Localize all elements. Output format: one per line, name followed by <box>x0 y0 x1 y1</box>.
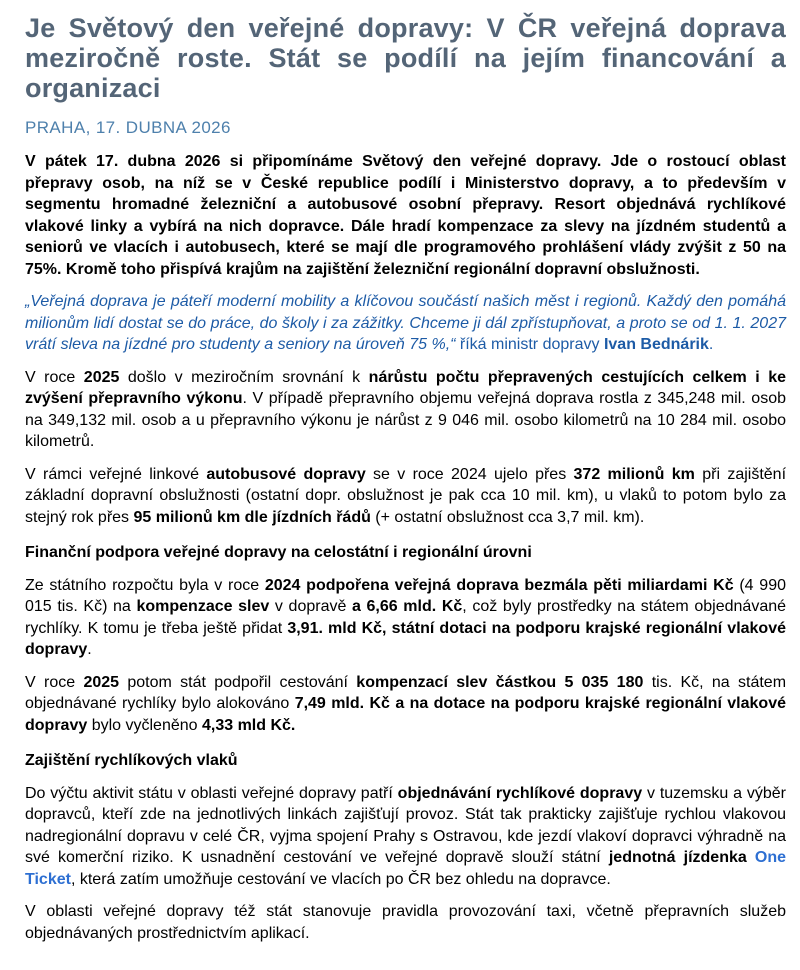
text-run: 372 milionů km <box>573 465 695 483</box>
text-run: nárůstu počtu přepravených cestujících celkem i ke zvýšení přepravního výkonu <box>25 368 787 407</box>
text-run: „Veřejná doprava je páteří moderní mobility a klíčovou součástí našich měst i regionů. Každý den pomáhá milionům lidí dostat se do práce, do školy i za zážitky. Chceme ji dál zpřístupňovat, a proto se od 1. 1. 2027 vrátí sleva na jízdné pro studenty a seniory na úroveň 75 %,“ <box>25 293 786 353</box>
text-run: v dopravě <box>269 598 352 615</box>
text-run: Finanční podpora veřejné dopravy na celostátní i regionální úrovni <box>25 544 532 561</box>
paragraph <box>25 367 786 453</box>
text-run: 2024 podpořena veřejná doprava bezmála pěti miliardami Kč <box>264 576 734 594</box>
one-ticket-link[interactable]: One Ticket <box>25 849 787 888</box>
text-run: Ze státního rozpočtu byla v roce <box>25 576 265 594</box>
text-run: 2025 <box>83 673 120 691</box>
text-run: 3,91. mld Kč, státní dotaci na podporu krajské regionální vlakové dopravy <box>25 619 787 658</box>
text-run: kompenzace slev <box>136 598 270 615</box>
text-run: Do výčtu aktivit státu v oblasti veřejné dopravy patří <box>25 784 398 802</box>
text-run: Zajištění rychlíkových vlaků <box>25 752 238 769</box>
text-run: V roce <box>25 368 84 386</box>
text-run: tis. Kč, na státem objednávané rychlíky bylo alokováno <box>25 673 787 712</box>
text-run: 2025 <box>83 368 120 386</box>
text-run: 4,33 mld Kč. <box>201 716 296 734</box>
text-run: při zajištění základní dopravní obslužnosti (ostatní dopr. obslužnost je pak cca 10 mil. km), u vlaků to potom bylo za stejný rok přes <box>25 465 787 526</box>
text-run: , což byly prostředky na státem objednávané rychlíky. K tomu je třeba ještě přidat <box>25 598 787 637</box>
text-run: v tuzemsku a výběr dopravců, kteří zde na jednotlivých linkách zajišťují provoz. Stát tak prakticky zajišťuje rychlou vlakovou nadregionální dopravu v celé ČR, vyjma spojení Prahy s Ostravou, kde jezdí vlakoví dopravci výhradně na své komerční riziko. K usnadnění cestování ve veřejné dopravě slouží státní <box>25 784 787 866</box>
text-run: V rámci veřejné linkové <box>25 465 207 483</box>
article-body <box>25 151 786 944</box>
text-run: . <box>87 641 92 658</box>
text-run: V oblasti veřejné dopravy též stát stanovuje pravidla provozování taxi, včetně přepravních služeb objednávaných prostřednictvím aplikací. <box>25 903 786 942</box>
text-run: a 6,66 mld. Kč <box>352 598 463 615</box>
section-heading <box>25 542 786 564</box>
text-run: 7,49 mld. Kč a na dotace na podporu krajské regionální vlakové dopravy <box>25 695 786 734</box>
text-run: kompenzací slev částkou 5 035 180 <box>356 673 644 691</box>
section-heading <box>25 750 786 772</box>
dateline: PRAHA, 17. DUBNA 2026 <box>25 118 231 137</box>
text-run: došlo v meziročním srovnání k <box>119 368 369 386</box>
text-run: 95 milionů km dle jízdních řádů <box>133 508 371 526</box>
text-run: . V případě přepravního objemu veřejná doprava rostla z 345,248 mil. osob na 349,132 mil. osob a u přepravního výkonu je nárůst z 9 046 mil. osobo kilometrů na 10 284 mil. osobo kilometrů. <box>25 390 786 450</box>
paragraph <box>25 783 786 891</box>
lead-paragraph <box>25 151 786 280</box>
paragraph <box>25 575 786 661</box>
text-run: . <box>708 336 714 353</box>
text-run: (4 990 015 tis. Kč) na <box>25 576 786 615</box>
text-run: , která zatím umožňuje cestování ve vlacích po ČR bez ohledu na dopravce. <box>70 870 611 888</box>
text-run: bylo vyčleněno <box>87 716 202 734</box>
page-title: Je Světový den veřejné dopravy: V ČR veřejná doprava meziročně roste. Stát se podílí na jejím financování a organizaci <box>25 13 786 103</box>
text-run: V pátek 17. dubna 2026 si připomínáme Světový den veřejné dopravy. Jde o rostoucí oblast přepravy osob, na níž se v České republice podílí i Ministerstvo dopravy, a to především v segmentu hromadné železniční a autobusové osobní přepravy. Resort objednává rychlíkové vlakové linky a vybírá na nich dopravce. Dále hradí kompenzace za slevy na jízdném studentů a seniorů ve vlacích i autobusech, které se mají dle programového prohlášení vlády zvýšit z 50 na 75%. Kromě toho přispívá krajům na zajištění železniční regionální dopravní obslužnosti. <box>25 153 786 278</box>
text-run: V roce <box>25 673 84 691</box>
text-run: se v roce 2024 ujelo přes <box>365 465 574 483</box>
text-run: autobusové dopravy <box>206 465 366 483</box>
text-run: objednávání rychlíkové dopravy <box>397 784 643 802</box>
text-run: potom stát podpořil cestování <box>119 673 357 691</box>
paragraph <box>25 901 786 944</box>
text-run: říká ministr dopravy <box>459 336 604 353</box>
text-run: jednotná jízdenka <box>608 849 755 866</box>
quote-paragraph <box>25 291 786 356</box>
paragraph <box>25 464 786 529</box>
text-run: (+ ostatní obslužnost cca 3,7 mil. km). <box>370 508 645 526</box>
paragraph <box>25 672 786 737</box>
text-run: Ivan Bednárik <box>603 336 709 353</box>
